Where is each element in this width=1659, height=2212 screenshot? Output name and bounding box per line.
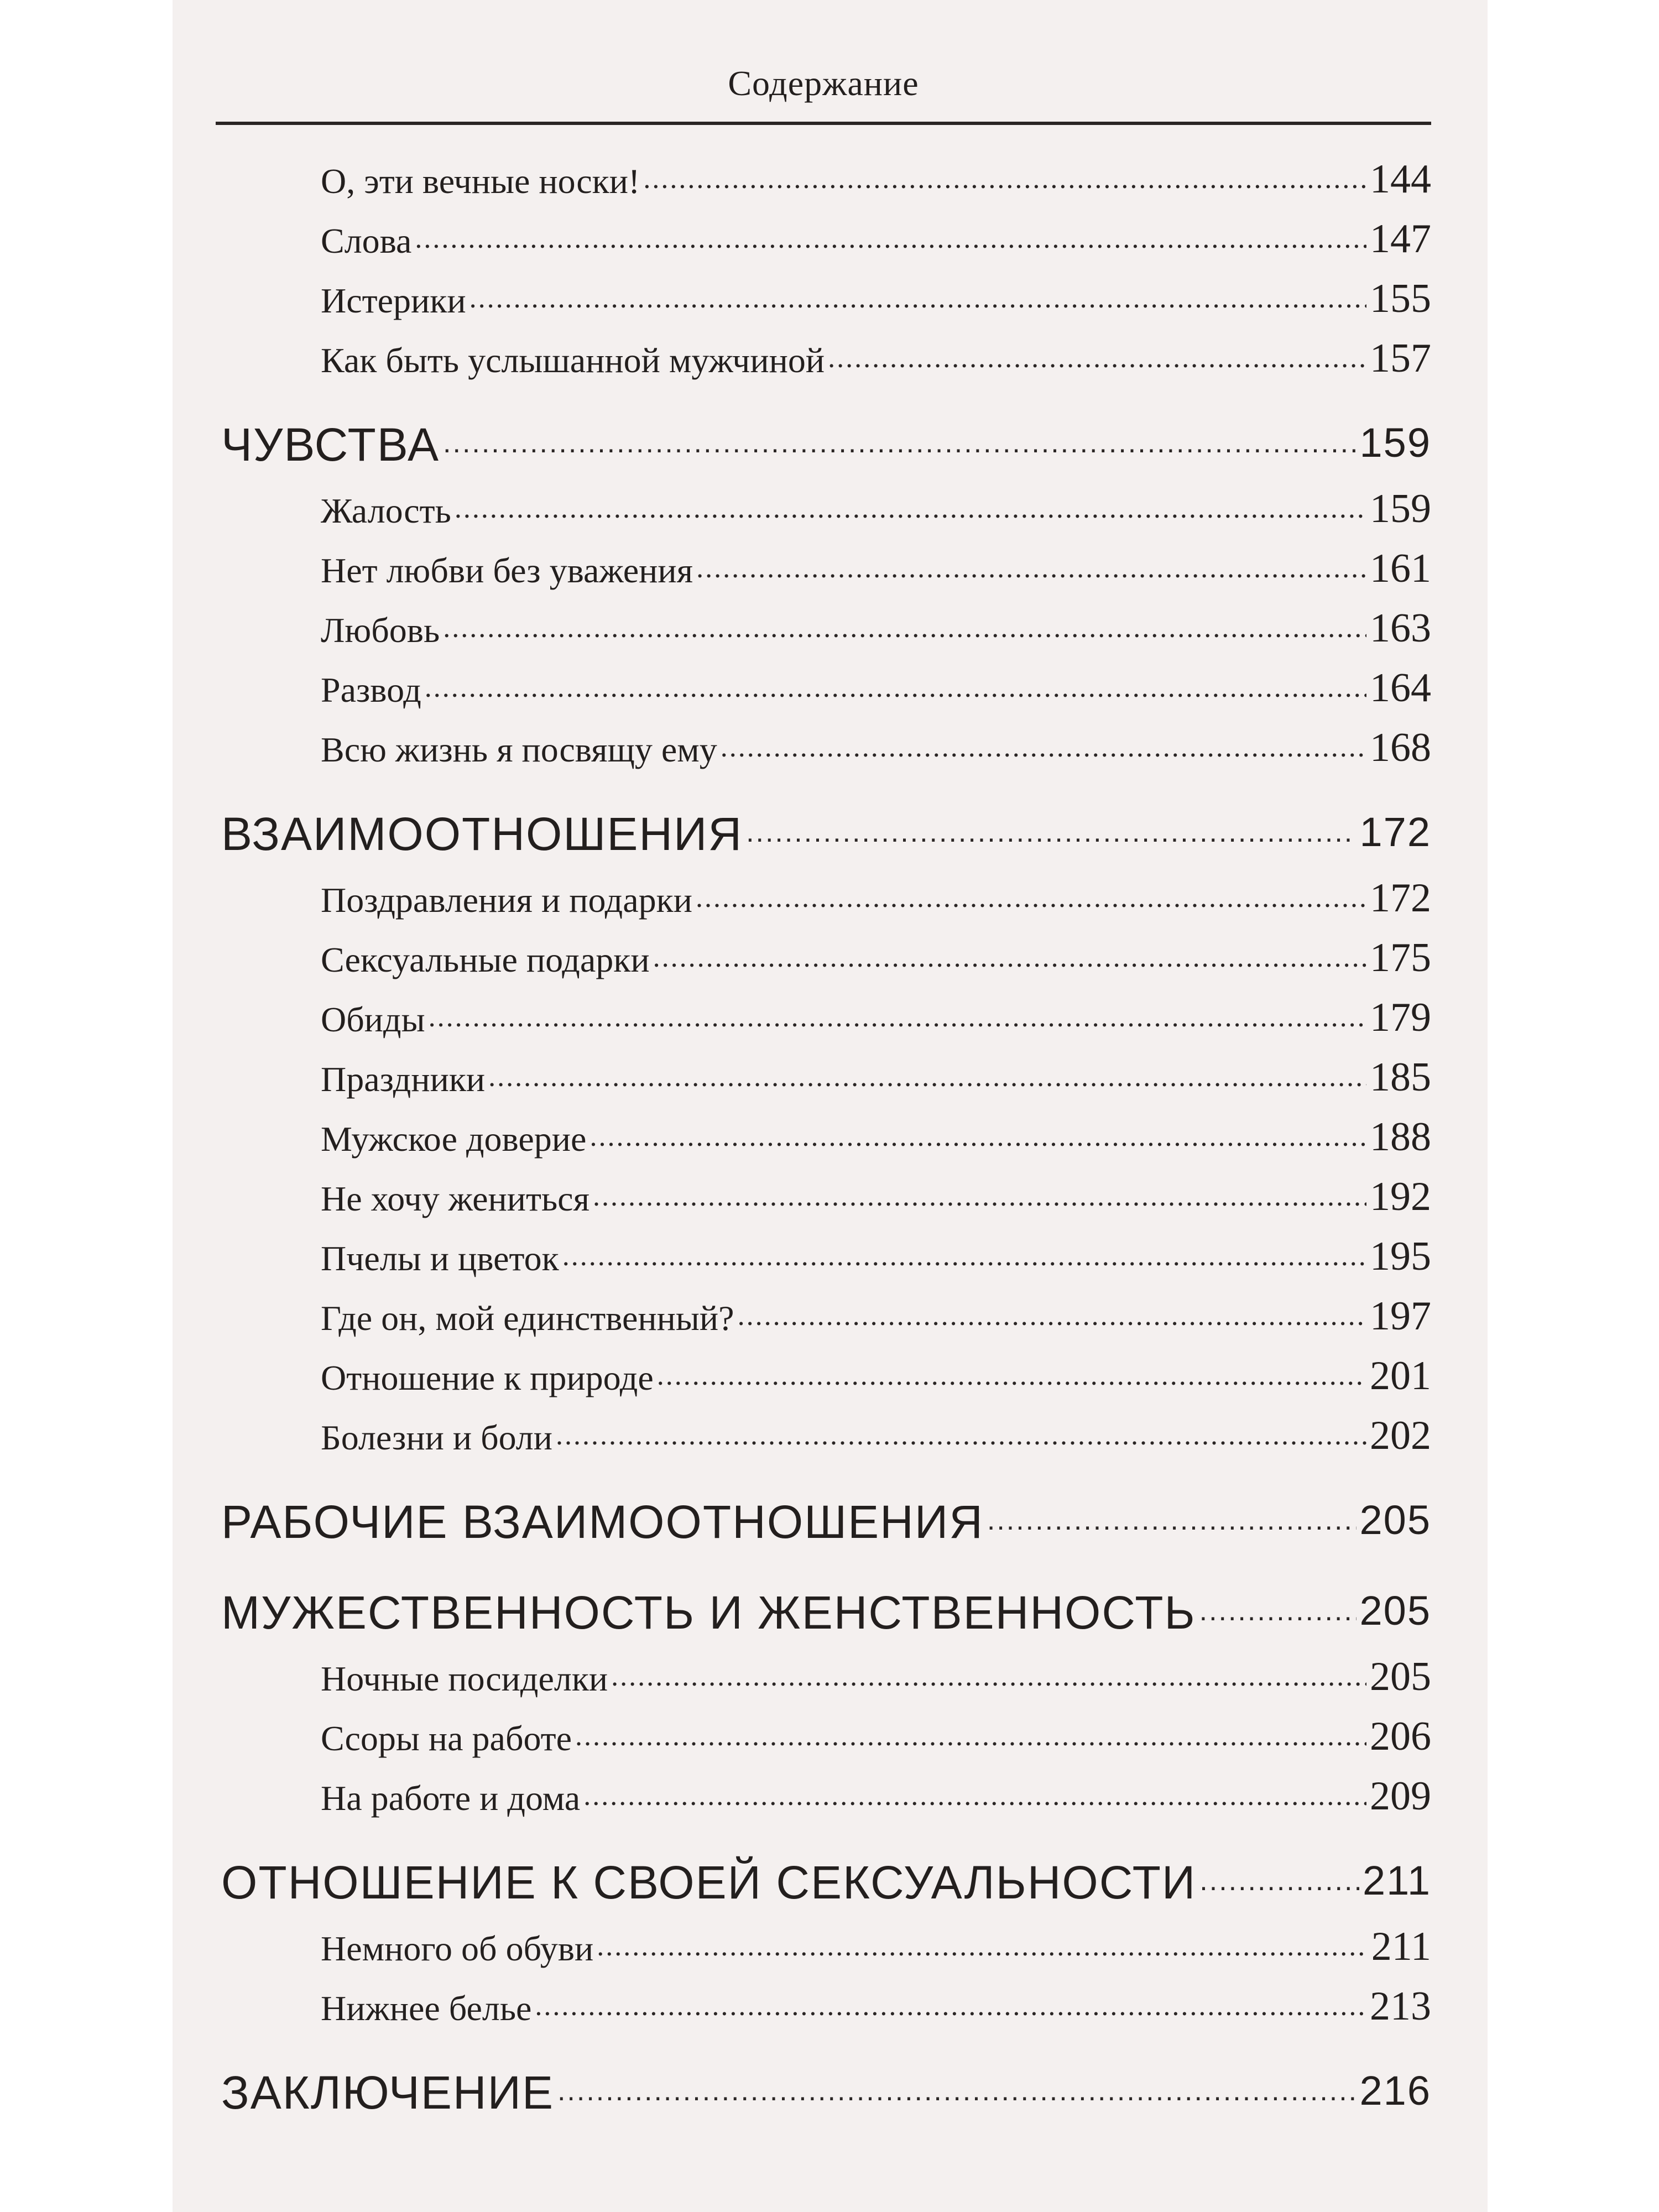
toc-subentry[interactable] — [221, 1766, 1431, 1826]
toc-entry-title: Где он, мой единственный? — [321, 1298, 734, 1338]
section-gap — [221, 2036, 1431, 2049]
toc-entry-title: Обиды — [321, 1000, 425, 1039]
toc-page-number: 209 — [1370, 1773, 1431, 1819]
toc-subentry[interactable] — [221, 1047, 1431, 1107]
toc-page-number: 172 — [1370, 875, 1431, 921]
toc-page-number: 147 — [1370, 216, 1431, 262]
toc-page-number: 157 — [1370, 336, 1431, 381]
toc-section-entry[interactable] — [221, 1484, 1431, 1556]
toc-entry-title: Мужское доверие — [321, 1119, 587, 1159]
dot-leader — [1199, 1866, 1359, 1895]
toc-subentry[interactable] — [221, 1707, 1431, 1766]
toc-subentry[interactable] — [221, 1167, 1431, 1227]
dot-leader — [455, 494, 1366, 523]
section-gap — [221, 1556, 1431, 1569]
toc-entry-title: Не хочу жениться — [321, 1179, 589, 1218]
section-gap — [221, 1465, 1431, 1479]
running-header — [216, 39, 1431, 125]
toc-page-number: 144 — [1370, 156, 1431, 202]
toc-entry-title: Ссоры на работе — [321, 1719, 572, 1758]
dot-leader — [535, 1992, 1366, 2021]
toc-subentry[interactable] — [221, 539, 1431, 598]
toc-entry-title: Немного об обуви — [321, 1929, 594, 1968]
dot-leader — [746, 818, 1356, 847]
toc-section-entry[interactable] — [221, 1845, 1431, 1917]
dot-leader — [643, 165, 1366, 194]
toc-entry-title: Болезни и боли — [321, 1418, 552, 1457]
toc-entry-title: Любовь — [321, 611, 440, 650]
toc-page-number: 168 — [1370, 725, 1431, 770]
toc-page-number: 216 — [1359, 2068, 1431, 2114]
dot-leader — [738, 1302, 1366, 1331]
toc-entry-title: Пчелы и цветок — [321, 1239, 559, 1278]
toc-section-entry[interactable] — [221, 407, 1431, 479]
toc-page-number: 155 — [1370, 276, 1431, 321]
toc-entry-title: На работе и дома — [321, 1778, 581, 1818]
toc-subentry[interactable] — [221, 328, 1431, 388]
dot-leader — [597, 1932, 1368, 1961]
toc-entry-title: Жалость — [321, 491, 451, 530]
toc-subentry[interactable] — [221, 149, 1431, 209]
dot-leader — [415, 225, 1366, 253]
toc-entry-title: Всю жизнь я посвящу ему — [321, 730, 717, 769]
toc-page-number: 197 — [1370, 1293, 1431, 1339]
dot-leader — [443, 429, 1356, 457]
toc-entry-title: Праздники — [321, 1060, 486, 1099]
dot-leader — [488, 1063, 1366, 1092]
toc-subentry[interactable] — [221, 1286, 1431, 1346]
toc-section-entry[interactable] — [221, 1575, 1431, 1647]
toc-subentry[interactable] — [221, 1107, 1431, 1167]
toc-subentry[interactable] — [221, 269, 1431, 328]
toc-page-number: 159 — [1370, 486, 1431, 531]
toc-entry-title: ОТНОШЕНИЕ К СВОЕЙ СЕКСУАЛЬНОСТИ — [221, 1856, 1197, 1908]
toc-subentry[interactable] — [221, 598, 1431, 658]
toc-page-number: 185 — [1370, 1055, 1431, 1100]
dot-leader — [593, 1182, 1366, 1211]
toc-page-number: 211 — [1371, 1924, 1431, 1969]
dot-leader — [562, 1242, 1366, 1271]
dot-leader — [657, 1361, 1366, 1390]
toc-subentry[interactable] — [221, 1917, 1431, 1976]
toc-subentry[interactable] — [221, 1976, 1431, 2036]
toc-page-number: 195 — [1370, 1234, 1431, 1279]
toc-subentry[interactable] — [221, 718, 1431, 778]
toc-entry-title: ВЗАИМООТНОШЕНИЯ — [221, 808, 743, 860]
toc-entry-title: Отношение к природе — [321, 1358, 654, 1397]
toc-page-number: 159 — [1359, 420, 1431, 466]
toc-page-number: 172 — [1359, 809, 1431, 855]
toc-subentry[interactable] — [221, 868, 1431, 928]
toc-page-number: 205 — [1370, 1654, 1431, 1699]
section-gap — [221, 778, 1431, 791]
dot-leader — [575, 1722, 1366, 1751]
toc-entry-title: Поздравления и подарки — [321, 880, 692, 920]
toc-page-number: 192 — [1370, 1174, 1431, 1219]
toc-subentry[interactable] — [221, 1647, 1431, 1707]
toc-page-number: 163 — [1370, 606, 1431, 651]
toc-page-number: 213 — [1370, 1984, 1431, 2029]
toc-section-entry[interactable] — [221, 2055, 1431, 2127]
dot-leader — [429, 1003, 1366, 1032]
toc-subentry[interactable] — [221, 988, 1431, 1047]
toc-page-number: 205 — [1359, 1497, 1431, 1543]
dot-leader — [1199, 1597, 1357, 1625]
running-title: Содержание — [728, 64, 919, 103]
dot-leader — [611, 1662, 1366, 1691]
toc-entry-title: Развод — [321, 670, 421, 709]
toc-page-number: 179 — [1370, 995, 1431, 1040]
toc-page-number: 164 — [1370, 665, 1431, 711]
dot-leader — [696, 554, 1366, 583]
dot-leader — [557, 2077, 1357, 2105]
toc-entry-title: Нет любви без уважения — [321, 551, 693, 590]
toc-page-number: 175 — [1370, 935, 1431, 980]
toc-entry-title: Сексуальные подарки — [321, 940, 650, 979]
dot-leader — [653, 943, 1366, 972]
toc-page-number: 205 — [1359, 1588, 1431, 1634]
toc-subentry[interactable] — [221, 479, 1431, 539]
toc-entry-title: РАБОЧИЕ ВЗАИМООТНОШЕНИЯ — [221, 1496, 984, 1548]
section-gap — [221, 1826, 1431, 1839]
section-gap — [221, 388, 1431, 401]
toc-entry-title: Ночные посиделки — [321, 1659, 608, 1698]
dot-leader — [583, 1782, 1366, 1811]
toc-page-number: 211 — [1363, 1858, 1431, 1903]
dot-leader — [987, 1506, 1357, 1535]
toc-page-number: 202 — [1370, 1413, 1431, 1458]
toc-entry-title: ЧУВСТВА — [221, 419, 440, 471]
toc-entry-title: Слова — [321, 221, 412, 260]
toc-page-number: 188 — [1370, 1114, 1431, 1160]
toc-entry-title: Как быть услышанной мужчиной — [321, 341, 825, 380]
dot-leader — [696, 884, 1366, 912]
toc-page-number: 206 — [1370, 1714, 1431, 1759]
toc-entry-title: ЗАКЛЮЧЕНИЕ — [221, 2067, 554, 2119]
toc-entry-title: МУЖЕСТВЕННОСТЬ И ЖЕНСТВЕННОСТЬ — [221, 1587, 1196, 1639]
toc-section-entry[interactable] — [221, 796, 1431, 868]
dot-leader — [589, 1123, 1366, 1151]
dot-leader — [443, 614, 1366, 643]
toc-entry-title: Истерики — [321, 281, 466, 320]
dot-leader — [721, 733, 1366, 762]
toc-entry-title: О, эти вечные носки! — [321, 161, 640, 201]
toc-page-number: 161 — [1370, 546, 1431, 591]
toc-subentry[interactable] — [221, 928, 1431, 988]
toc-entry-title: Нижнее белье — [321, 1989, 532, 2028]
dot-leader — [828, 344, 1366, 373]
dot-leader — [469, 284, 1366, 313]
dot-leader — [556, 1421, 1366, 1450]
toc-page-number: 201 — [1370, 1353, 1431, 1399]
toc-subentry[interactable] — [221, 1227, 1431, 1286]
dot-leader — [425, 674, 1366, 702]
toc-subentry[interactable] — [221, 1406, 1431, 1465]
table-of-contents — [221, 149, 1431, 2127]
toc-subentry[interactable] — [221, 1346, 1431, 1406]
toc-subentry[interactable] — [221, 209, 1431, 269]
toc-subentry[interactable] — [221, 658, 1431, 718]
